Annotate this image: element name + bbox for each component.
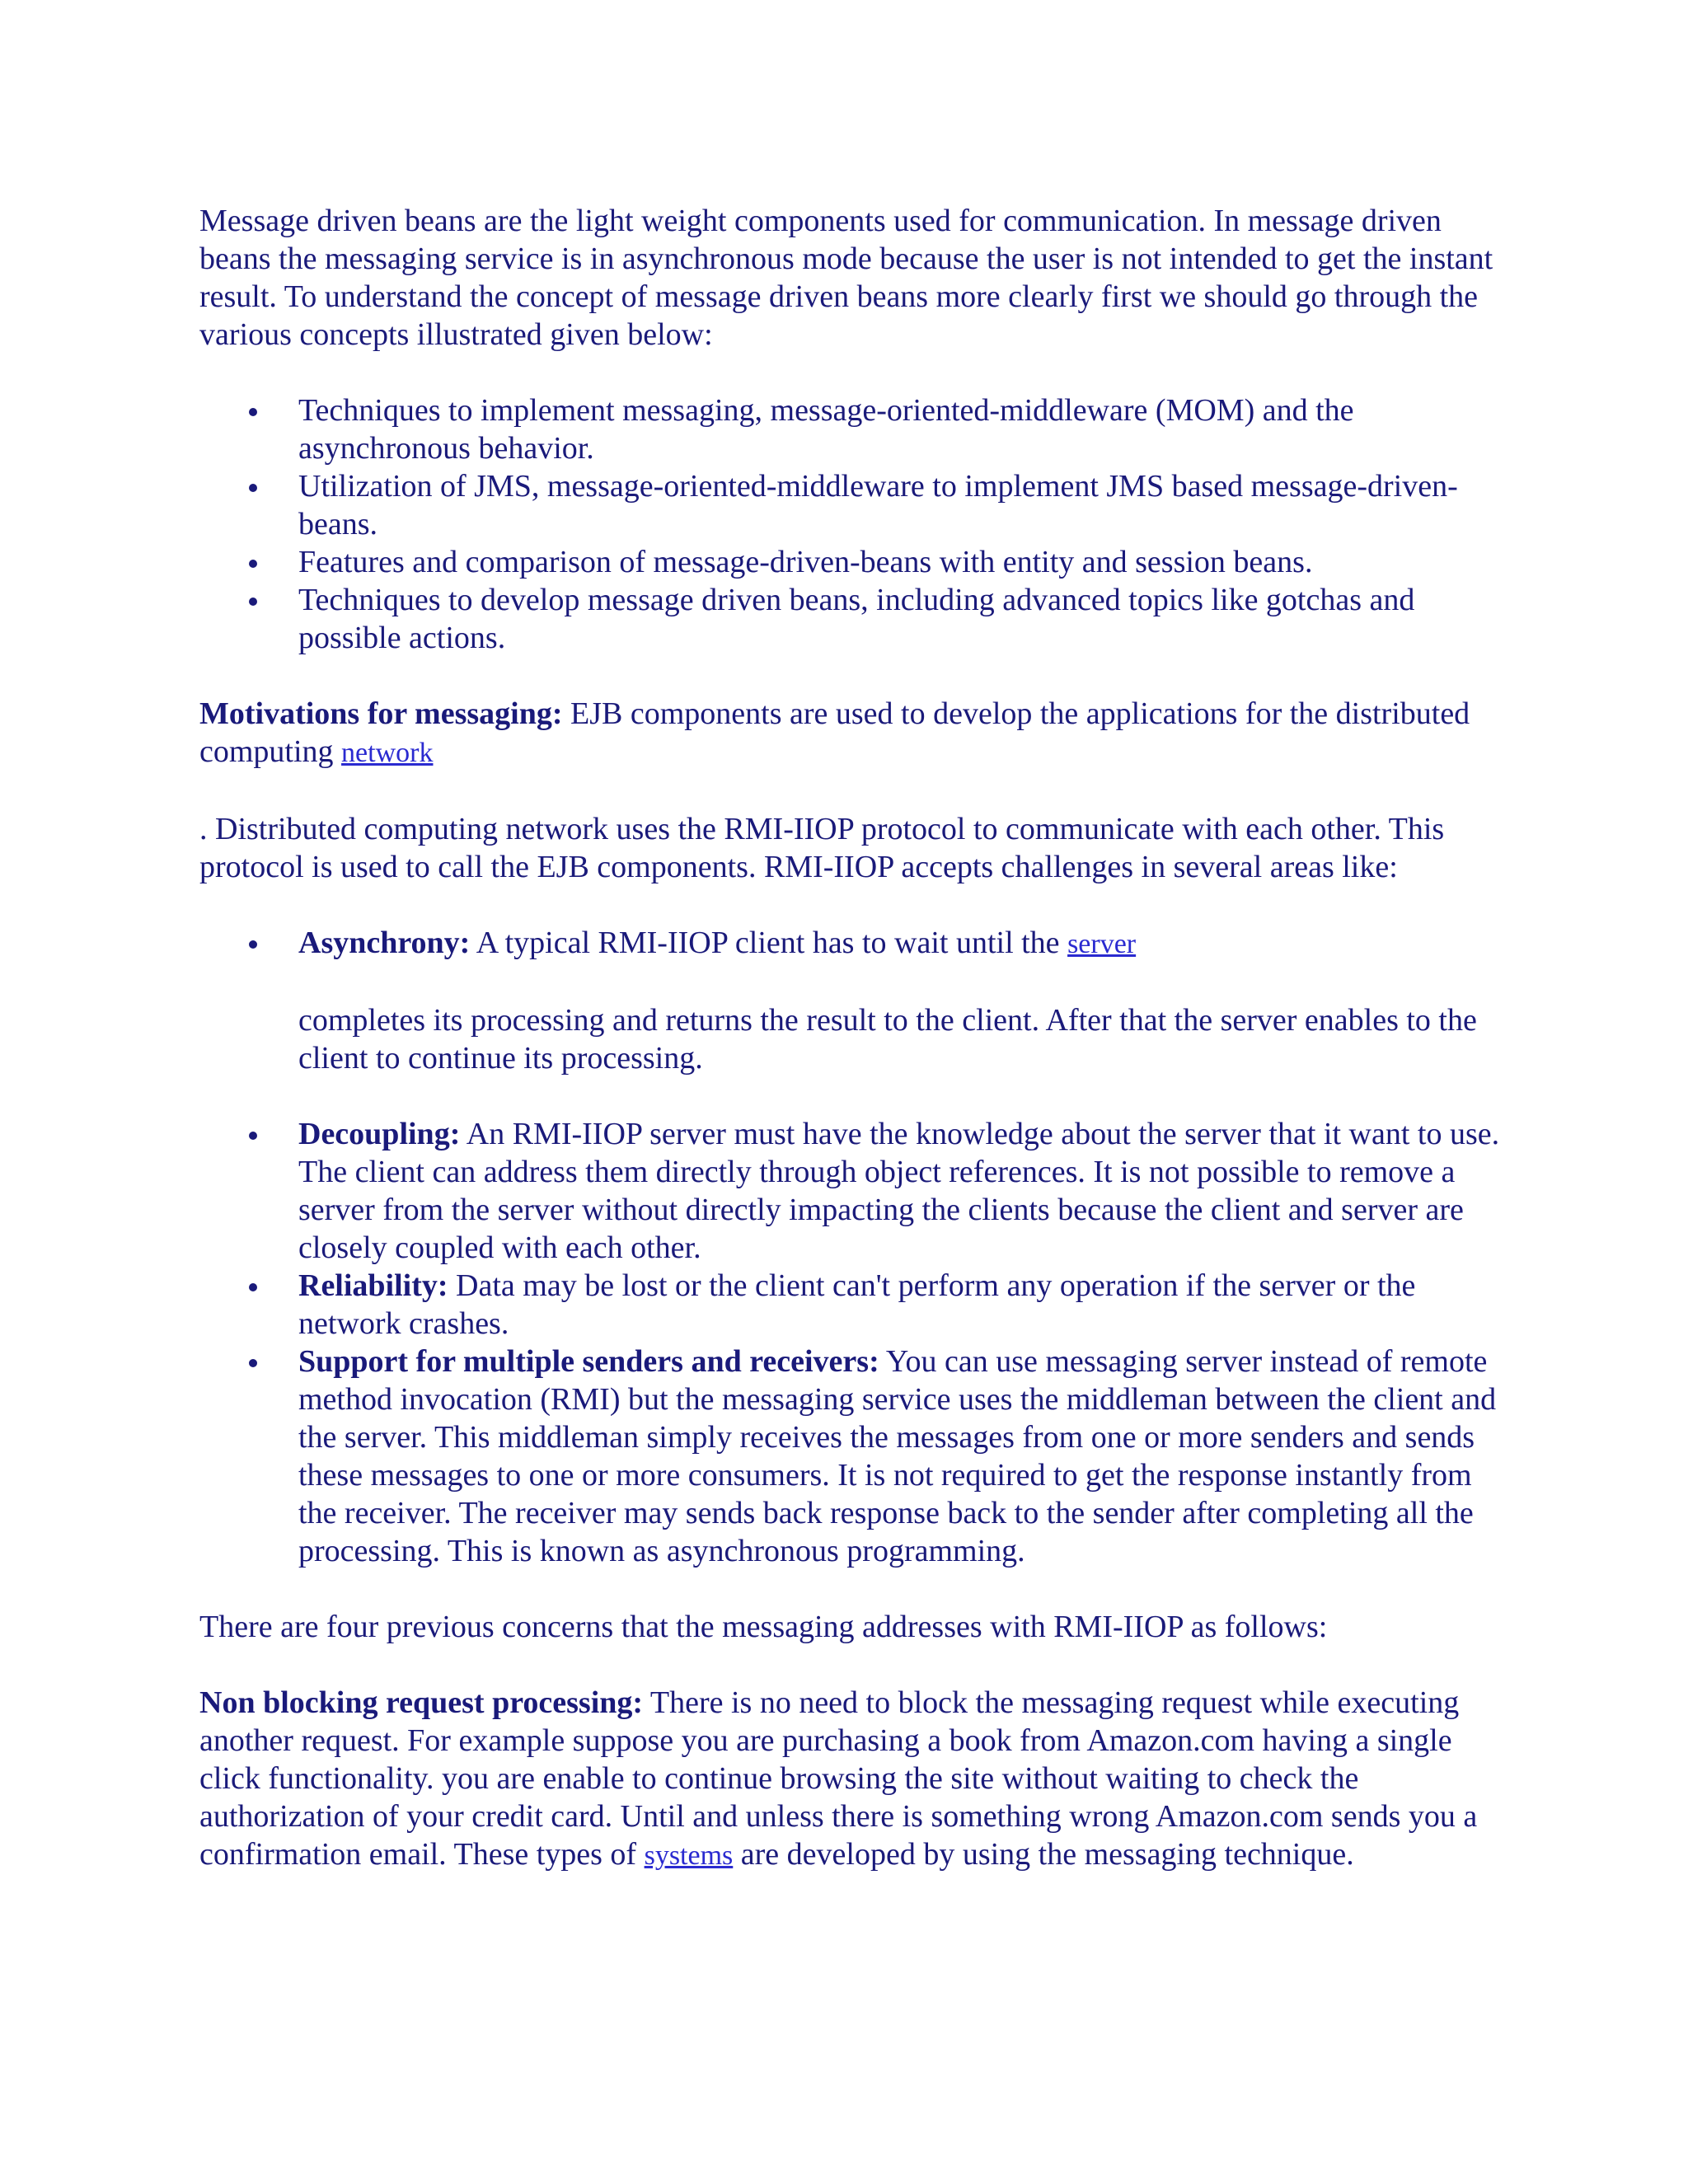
decoupling-text: An RMI-IIOP server must have the knowledge about the server that it want to use. The client can address them directly through object references. It is not possible to remove a server from the server without directly impacting the clients because the client and server are closely coupled with each other. <box>298 1117 1500 1265</box>
spacer <box>199 354 1510 391</box>
motivations-paragraph <box>199 695 1510 772</box>
asynchrony-continuation: completes its processing and returns the result to the client. After that the server enables to the client to continue its processing. <box>298 1003 1477 1076</box>
concepts-list <box>199 391 1510 657</box>
list-item: Features and comparison of message-driven-beans with entity and session beans. <box>199 543 1510 581</box>
spacer <box>199 1646 1510 1684</box>
distributed-paragraph: . Distributed computing network uses the RMI-IIOP protocol to communicate with each other. This protocol is used to call the EJB components. RMI-IIOP accepts challenges in several areas like: <box>199 812 1445 884</box>
nonblocking-heading: Non blocking request processing: <box>199 1685 644 1720</box>
spacer <box>199 657 1510 695</box>
nonblocking-paragraph <box>199 1684 1510 1875</box>
concerns-paragraph: There are four previous concerns that the messaging addresses with RMI-IIOP as follows: <box>199 1610 1328 1644</box>
motivations-heading: Motivations for messaging: <box>199 696 563 731</box>
list-item-reliability <box>199 1267 1510 1343</box>
intro-paragraph: Message driven beans are the light weight components used for communication. In message driven beans the messaging service is in asynchronous mode because the user is not intended to get the instant result. To understand the concept of message driven beans more clearly first we should go through the various concepts illustrated given below: <box>199 204 1493 352</box>
spacer <box>199 1570 1510 1608</box>
server-link[interactable]: server <box>1067 929 1137 959</box>
motivations-text: EJB components are used to develop the applications for the distributed computing <box>199 696 1470 769</box>
spacer <box>199 963 1510 1001</box>
reliability-heading: Reliability: <box>298 1268 448 1303</box>
list-item-support <box>199 1343 1510 1570</box>
decoupling-heading: Decoupling: <box>298 1117 461 1151</box>
asynchrony-text: A typical RMI-IIOP client has to wait until the <box>470 926 1068 960</box>
network-link[interactable]: network <box>341 738 434 768</box>
systems-link[interactable]: systems <box>644 1840 734 1871</box>
support-heading: Support for multiple senders and receivers: <box>298 1344 879 1379</box>
list-item-decoupling <box>199 1115 1510 1267</box>
spacer <box>199 772 1510 810</box>
nonblocking-text: There is no need to block the messaging request while executing another request. For example suppose you are purchasing a book from Amazon.com having a single click functionality. you are enable to continue browsing the site without waiting to check the authorization of your credit card. Until and unless there is something wrong Amazon.com sends you a confirmation email. These types of <box>199 1685 1478 1872</box>
list-item-asynchrony <box>199 924 1510 963</box>
asynchrony-heading: Asynchrony: <box>298 926 471 960</box>
nonblocking-text-after: are developed by using the messaging technique. <box>733 1837 1354 1872</box>
spacer <box>199 1077 1510 1115</box>
challenges-list <box>199 924 1510 1570</box>
document-page <box>199 202 1510 1875</box>
reliability-text: Data may be lost or the client can't perform any operation if the server or the network crashes. <box>298 1268 1416 1341</box>
list-item: Techniques to implement messaging, message-oriented-middleware (MOM) and the asynchronous behavior. <box>199 391 1510 467</box>
list-item: Utilization of JMS, message-oriented-middleware to implement JMS based message-driven-beans. <box>199 467 1510 543</box>
spacer <box>199 886 1510 924</box>
list-item: Techniques to develop message driven beans, including advanced topics like gotchas and possible actions. <box>199 581 1510 657</box>
support-text: You can use messaging server instead of remote method invocation (RMI) but the messaging service uses the middleman between the client and the server. This middleman simply receives the messages from one or more senders and sends these messages to one or more consumers. It is not required to get the response instantly from the receiver. The receiver may sends back response back to the sender after completing all the processing. This is known as asynchronous programming. <box>298 1344 1497 1568</box>
